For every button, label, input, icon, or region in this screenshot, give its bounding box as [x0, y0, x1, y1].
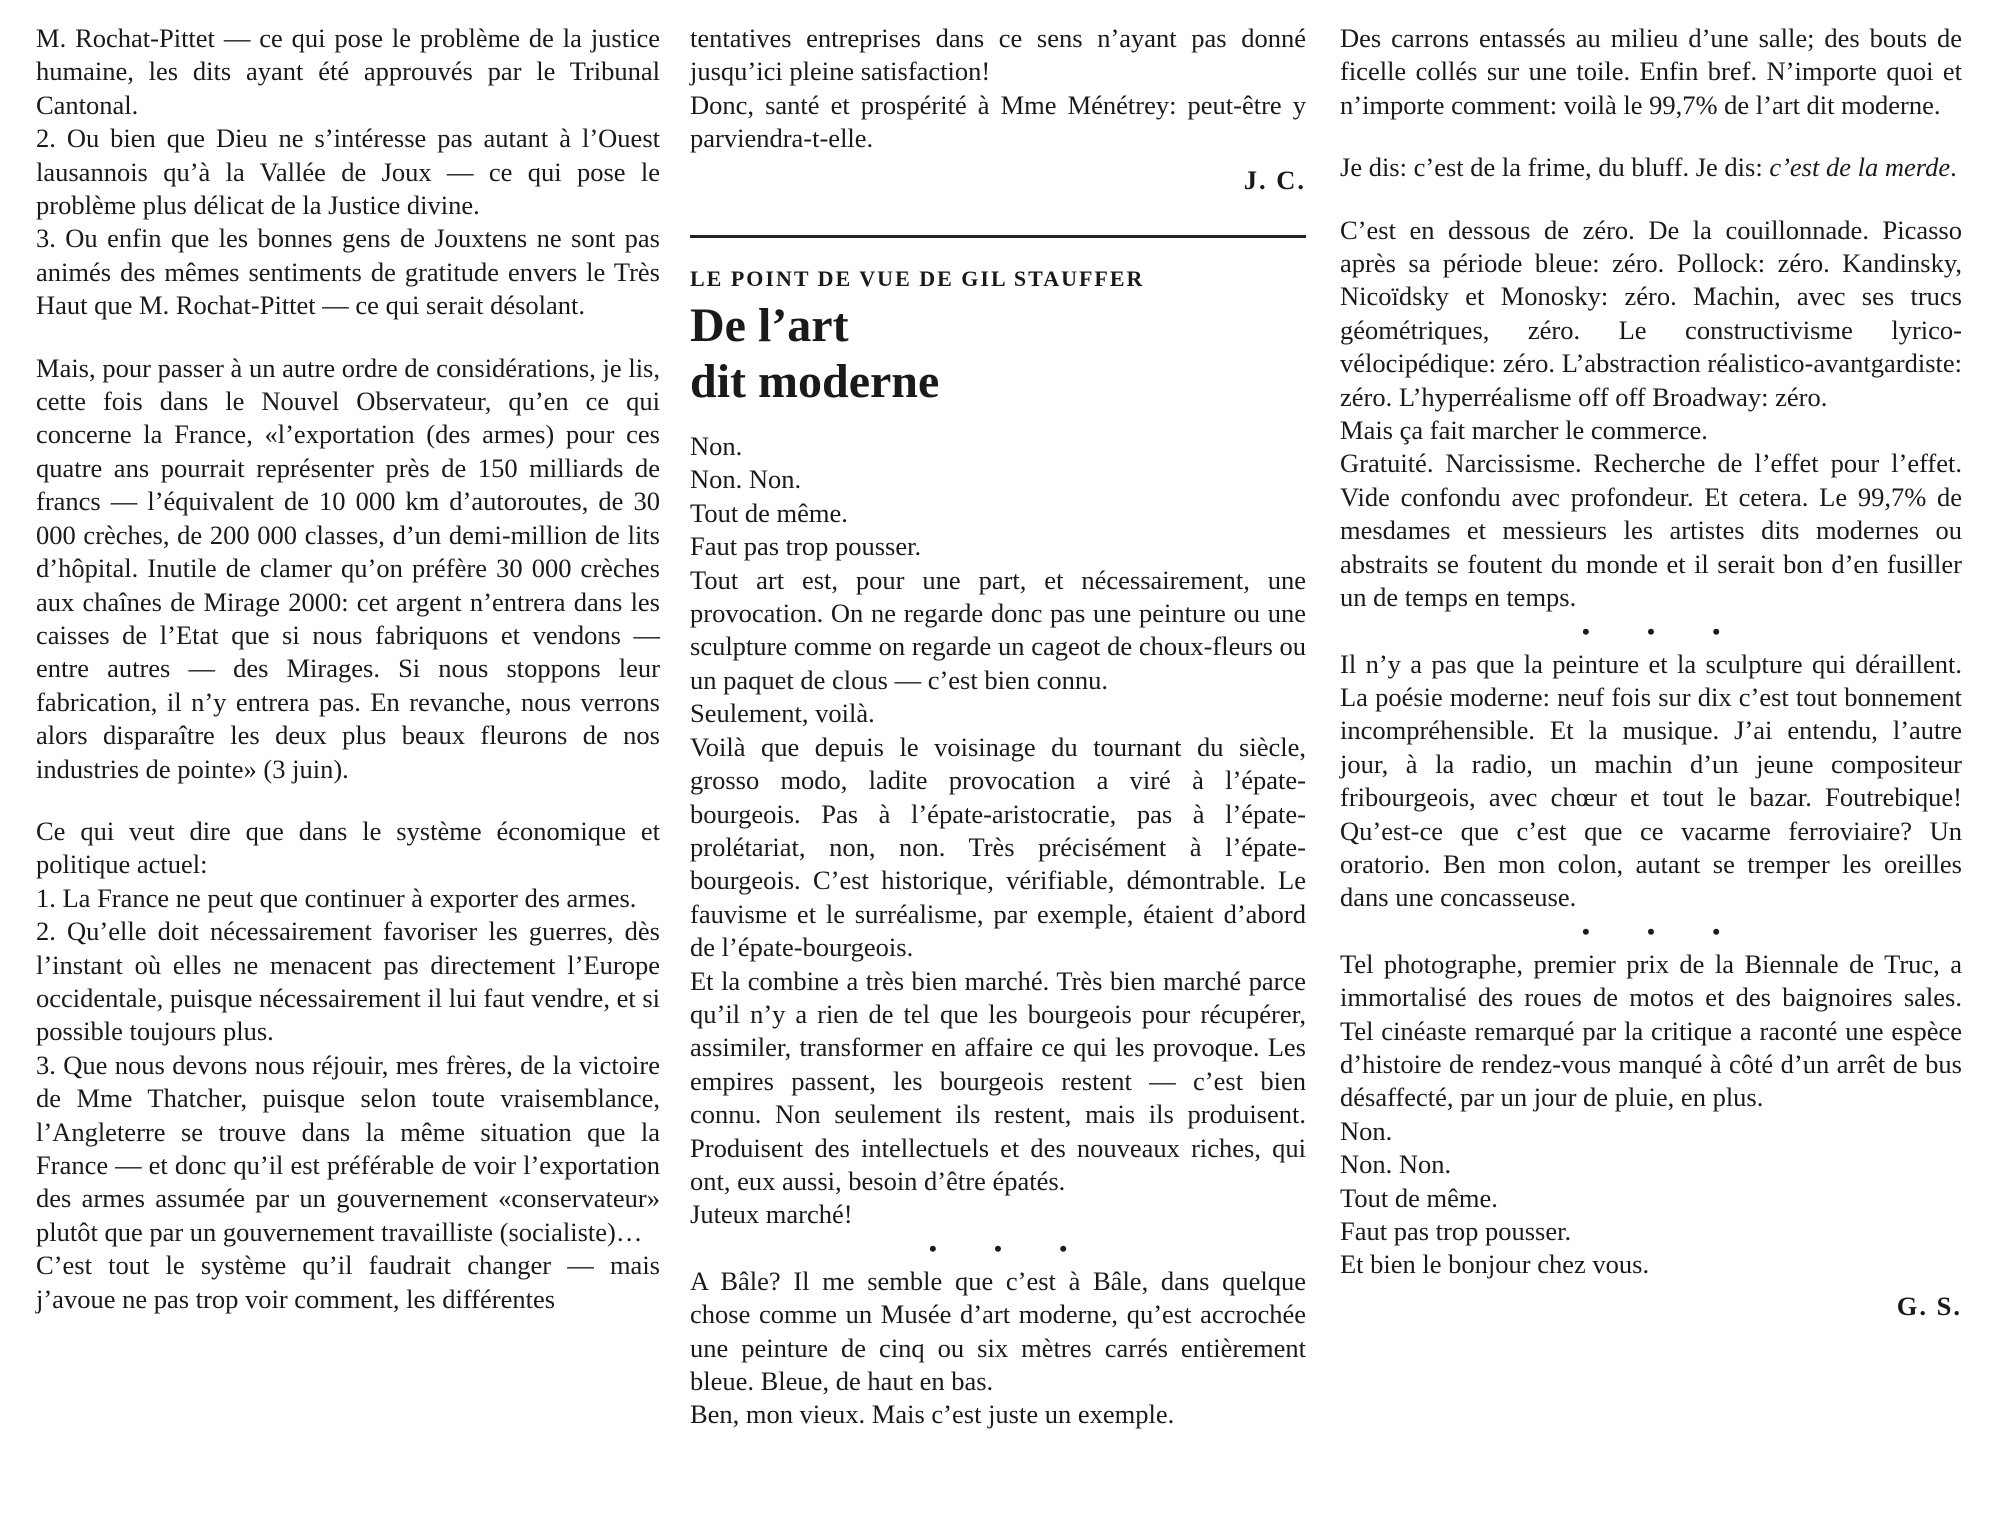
text-span: . — [1950, 152, 1957, 183]
paragraph: M. Rochat-Pittet — ce qui pose le problème de la justice humaine, les dits ayant été approuvés par le Tribunal Cantonal. — [36, 23, 660, 120]
paragraph: Gratuité. Narcissisme. Recherche de l’effet pour l’effet. Vide confondu avec profondeur. Et cetera. Le 99,7% de mesdames et messieurs les artistes dits modernes ou abstraits se foutent du monde et il serait bon d’en fusiller un de temps en temps. — [1340, 448, 1962, 613]
text-line: Seulement, voilà. — [690, 698, 875, 729]
text-span: Je dis: c’est de la frime, du bluff. Je dis: — [1340, 152, 1770, 183]
paragraph: Donc, santé et prospérité à Mme Ménétrey: peut-être y parviendra-t-elle. — [690, 89, 1306, 154]
section-divider — [690, 235, 1306, 238]
paragraph: Ben, mon vieux. Mais c’est juste un exemple. — [690, 1399, 1175, 1430]
paragraph: Et la combine a très bien marché. Très bien marché parce qu’il n’y a rien de tel que les bourgeois pour récupérer, assimiler, transformer en affaire ce qui les provoque. Les empires passent, les bourgeois restent — c’est bien connu. Non seulement ils restent, mais ils produisent. Produisent des intellectuels et des nouveaux riches, qui ont, eux aussi, besoin d’être épatés. — [690, 965, 1306, 1196]
paragraph: Voilà que depuis le voisinage du tournant du siècle, grosso modo, ladite provocation a viré à l’épate-bourgeois. Pas à l’épate-aristocratie, pas à l’épate-prolétariat, non, non. Très précisément à l’épate-bourgeois. C’est historique, vérifiable, démontrable. Le fauvisme et le surréalisme, par exemple, étaient d’abord de l’épate-bourgeois. — [690, 731, 1306, 963]
section-separator: • • • — [1581, 918, 1747, 944]
paragraph: Tel photographe, premier prix de la Biennale de Truc, a immortalisé des roues de motos et des baignoires sales. Tel cinéaste remarqué par la critique a raconté une espèce d’histoire de rendez-vous manqué à côté d’un arrêt de bus désaffecté, par un jour de pluie, en plus. — [1340, 948, 1962, 1113]
text-line: Tout de même. — [1340, 1182, 1498, 1213]
paragraph: 2. Ou bien que Dieu ne s’intéresse pas autant à l’Ouest lausannois qu’à la Vallée de Joux — ce qui pose le problème plus délicat de la Justice divine. — [36, 123, 660, 221]
paragraph: Tout art est, pour une part, et nécessairement, une provocation. On ne regarde donc pas une peinture ou une sculpture comme on regarde un cageot de choux-fleurs ou un paquet de clous — c’est bien connu. — [690, 564, 1306, 695]
paragraph: C’est tout le système qu’il faudrait changer — mais j’avoue ne pas trop voir comment, les différentes — [36, 1250, 660, 1314]
paragraph: Ce qui veut dire que dans le système économique et politique actuel: — [36, 815, 660, 880]
paragraph: 3. Ou enfin que les bonnes gens de Jouxtens ne sont pas animés des mêmes sentiments de gratitude envers le Très Haut que M. Rochat-Pittet — ce qui serait désolant. — [36, 223, 660, 321]
author-signature: J. C. — [1243, 164, 1306, 195]
section-separator: • • • — [928, 1235, 1094, 1261]
text-line: Juteux marché! — [690, 1199, 853, 1230]
text-line: Non. Non. — [1340, 1149, 1452, 1180]
text-line: Mais ça fait marcher le commerce. — [1340, 415, 1708, 446]
paragraph: 1. La France ne peut que continuer à exporter des armes. — [36, 882, 637, 913]
text-line: Tout de même. — [690, 497, 848, 528]
paragraph: Des carrons entassés au milieu d’une salle; des bouts de ficelle collés sur une toile. Enfin bref. N’importe quoi et n’importe comment: voilà le 99,7% de l’art dit moderne. — [1340, 23, 1962, 120]
author-signature: G. S. — [1896, 1290, 1962, 1321]
paragraph: Mais, pour passer à un autre ordre de considérations, je lis, cette fois dans le Nouvel Observateur, qu’en ce qui concerne la France, «l’exportation (des armes) pour ces quatre ans pourrait représenter près de 150 milliards de francs — l’équivalent de 10 000 km d’autoroutes, de 30 000 crèches, de 200 000 classes, d’un demi-million de lits d’hôpital. Inutile de clamer qu’on préfère 30 000 crèches aux chaînes de Mirage 2000: cet argent n’entrera dans les caisses de l’Etat que si nous fabriquons et vendons — entre autres — des Mirages. Si nous stoppons leur fabrication, il n’y entrera pas. En revanche, nous verrons alors disparaître les deux plus beaux fleurons de nos industries de pointe» (3 juin). — [36, 352, 660, 784]
headline-line-1: De l’art — [690, 299, 849, 353]
paragraph: tentatives entreprises dans ce sens n’ayant pas donné jusqu’ici pleine satisfaction! — [690, 23, 1306, 87]
column-2 — [690, 22, 1306, 1432]
article-kicker: LE POINT DE VUE DE GIL STAUFFER — [690, 266, 1145, 292]
column-1 — [36, 22, 660, 1316]
text-line: Non. — [690, 431, 743, 462]
section-separator: • • • — [1581, 618, 1747, 644]
paragraph: 3. Que nous devons nous réjouir, mes frères, de la victoire de Mme Thatcher, puisque selon toute vraisemblance, l’Angleterre se trouve dans la même situation que la France — et donc qu’il est préférable de voir l’exportation des armes assumée par un gouvernement «conservateur» plutôt que par un gouvernement travailliste (socialiste)… — [36, 1049, 660, 1247]
column-3 — [1340, 22, 1962, 1323]
text-line: Non. Non. — [690, 464, 802, 495]
text-line: Et bien le bonjour chez vous. — [1340, 1249, 1650, 1280]
italic-emphasis: c’est de la merde — [1769, 152, 1951, 183]
paragraph: A Bâle? Il me semble que c’est à Bâle, dans quelque chose comme un Musée d’art moderne, qu’est accrochée une peinture de cinq ou six mètres carrés entièrement bleue. Bleue, de haut en bas. — [690, 1265, 1306, 1396]
article-headline — [690, 298, 1306, 410]
paragraph: C’est en dessous de zéro. De la couillonnade. Picasso après sa période bleue: zéro. Pollock: zéro. Kandinsky, Nicoïdsky et Monosky: zéro. Machin, avec ses trucs géométriques, zéro. Le constructivisme lyrico-vélocipédique: zéro. L’abstraction réalistico-avantgardiste: zéro. L’hyperréalisme off off Broadway: zéro. — [1340, 214, 1962, 412]
text-line: Non. — [1340, 1115, 1393, 1146]
paragraph: Il n’y a pas que la peinture et la sculpture qui déraillent. La poésie moderne: neuf fois sur dix c’est tout bonnement incompréhensible. Et la musique. J’ai entendu, l’autre jour, à la radio, un machin d’un jeune compositeur fribourgeois, avec chœur et tout le bazar. Foutrebique! Qu’est-ce que c’est que ce vacarme ferroviaire? Un oratorio. Ben mon colon, autant se tremper les oreilles dans une concasseuse. — [1340, 648, 1962, 913]
paragraph: 2. Qu’elle doit nécessairement favoriser les guerres, dès l’instant où elles ne menacent pas directement l’Europe occidentale, puisque nécessairement il lui faut vendre, et si possible toujours plus. — [36, 916, 660, 1047]
paragraph — [1340, 151, 1962, 184]
text-line: Faut pas trop pousser. — [1340, 1216, 1572, 1246]
headline-line-2: dit moderne — [690, 355, 940, 409]
text-line: Faut pas trop pousser. — [690, 531, 922, 562]
